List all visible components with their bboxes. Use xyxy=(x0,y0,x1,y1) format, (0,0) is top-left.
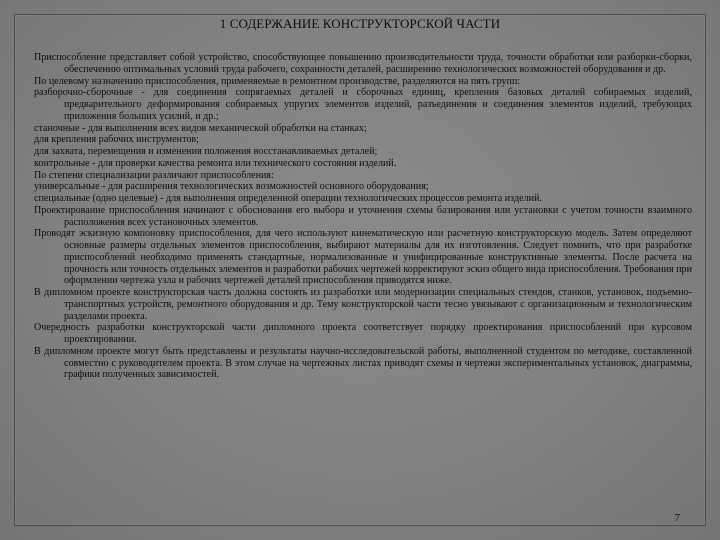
list-item-control: контрольные - для проверки качества ремонта или технического состояния изделий. xyxy=(34,157,397,169)
list-item-machine: станочные - для выполнения всех видов механической обработки на станках; xyxy=(34,122,367,134)
list-item-tools: для крепления рабочих инструментов; xyxy=(34,134,199,146)
paragraph-purpose: Приспособление представляет собой устройство, способствующее повышению производительности труда, точности обработки или разборки-сборки, обеспечению оптимальных условий труда рабочего, сохранности деталей, расширению технологических возможностей оборудования и др. xyxy=(34,52,692,75)
page-title: 1 СОДЕРЖАНИЕ КОНСТРУКТОРСКОЙ ЧАСТИ xyxy=(219,16,501,31)
list-item-special: специальные (одно целевые) - для выполнения определенной операции технологических процессов ремонта изделий. xyxy=(34,193,542,204)
slide-body xyxy=(34,52,692,381)
paragraph-diploma-part: В дипломном проекте конструкторская часть должна состоять из разработки или модернизации специальных стендов, станков, установок, подъемно-транспортных устройств, ремонтного оборудования и др. Тему конструкторской части тесно увязывают с организационным и технологическим разделами проекта. xyxy=(34,287,692,322)
list-item-universal: универсальные - для расширения технологических возможностей основного оборудования; xyxy=(34,181,429,193)
paragraph-order: Очередность разработки конструкторской части дипломного проекта соответствует порядку проектирования приспособлений при курсовом проектировании. xyxy=(34,322,692,345)
list-item-assembly: разборочно-сборочные - для соединения сопрягаемых деталей и сборочных единиц, крепления базовых деталей собираемых изделий, предварительного деформирования собираемых упругих элементов изделий, разъединения и соединения элементов изделий, требующих приложения больших усилий, и др.; xyxy=(34,87,692,122)
list-item-handling: для захвата, перемещения и изменения положения восстанавливаемых деталей; xyxy=(34,146,378,157)
paragraph-layout: Проводят эскизную компоновку приспособления, для чего используют кинематическую или расчетную конструкторскую модель. Затем определяют основные размеры отдельных элементов приспособления, выбирают материалы для их изготовления. Следует помнить, что при разработке приспособлений необходимо применять стандартные, нормализованные и унифицированные конструктивные элементы. После расчета на прочность или точность отдельных элементов и разработки рабочих чертежей корректируют эскиз общего вида приспособления. Требования при оформлении чертежа узла и рабочих чертежей деталей приспособления приводятся ниже. xyxy=(34,228,692,287)
paragraph-research: В дипломном проекте могут быть представлены и результаты научно-исследовательской работы, выполненной студентом по методике, составленной совместно с руководителем проекта. В этом случае на чертежных листах приводят схемы и чертежи экспериментальных установок, диаграммы, графики полученных зависимостей. xyxy=(34,345,692,381)
paragraph-groups-intro: По целевому назначению приспособления, применяемые в ремонтном производстве, разделяются на пять групп: xyxy=(34,75,521,87)
paragraph-design-start: Проектирование приспособления начинают с обоснования его выбора и уточнения схемы базирования или установки с учетом точности взаимного расположения всех установочных элементов. xyxy=(34,204,692,228)
page-number: 7 xyxy=(674,512,680,524)
paragraph-specialization-intro: По степени специализации различают приспособления: xyxy=(34,169,274,181)
